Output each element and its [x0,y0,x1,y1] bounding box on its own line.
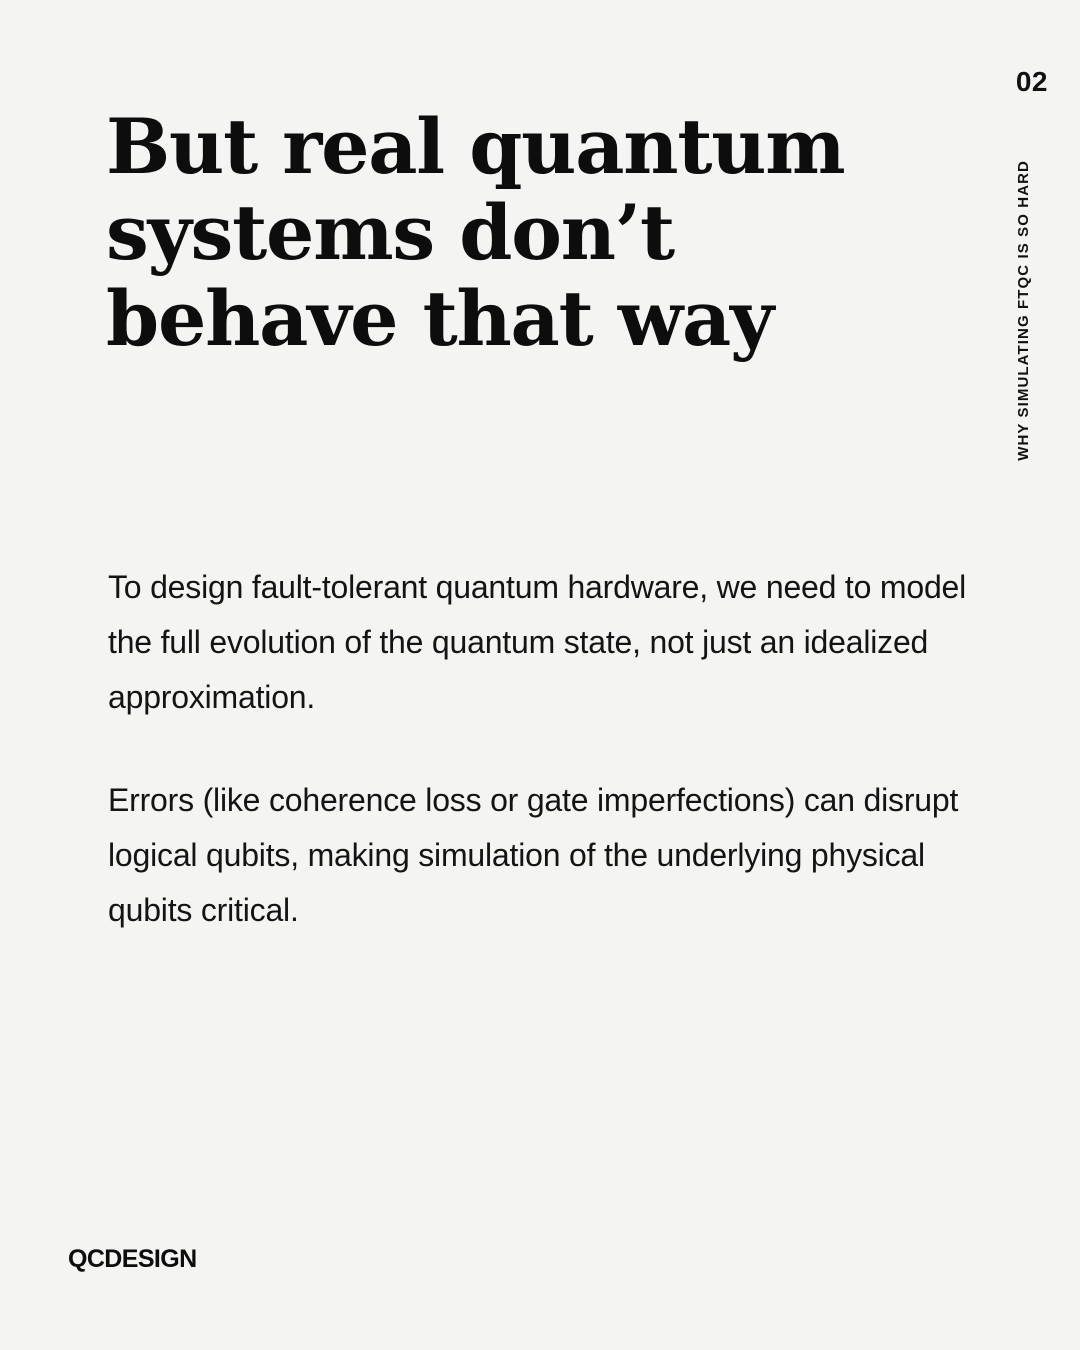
body-paragraph-1: To design fault-tolerant quantum hardware, we need to model the full evolution of the quantum state, not just an idealized approximation. [108,569,967,716]
brand-logo: QCDESIGN [68,1245,197,1273]
body-paragraph-2: Errors (like coherence loss or gate imperfections) can disrupt logical qubits, making simulation of the underlying physical qubits critical. [108,782,959,929]
body-copy [108,560,988,938]
page-title: But real quantum systems don’t behave that way [106,102,845,363]
side-label-container [1016,160,1056,580]
side-label [1016,160,1031,461]
side-label-text: WHY SIMULATING FTQC IS SO HARD [1015,160,1032,461]
page-number: 02 [1015,66,1048,97]
